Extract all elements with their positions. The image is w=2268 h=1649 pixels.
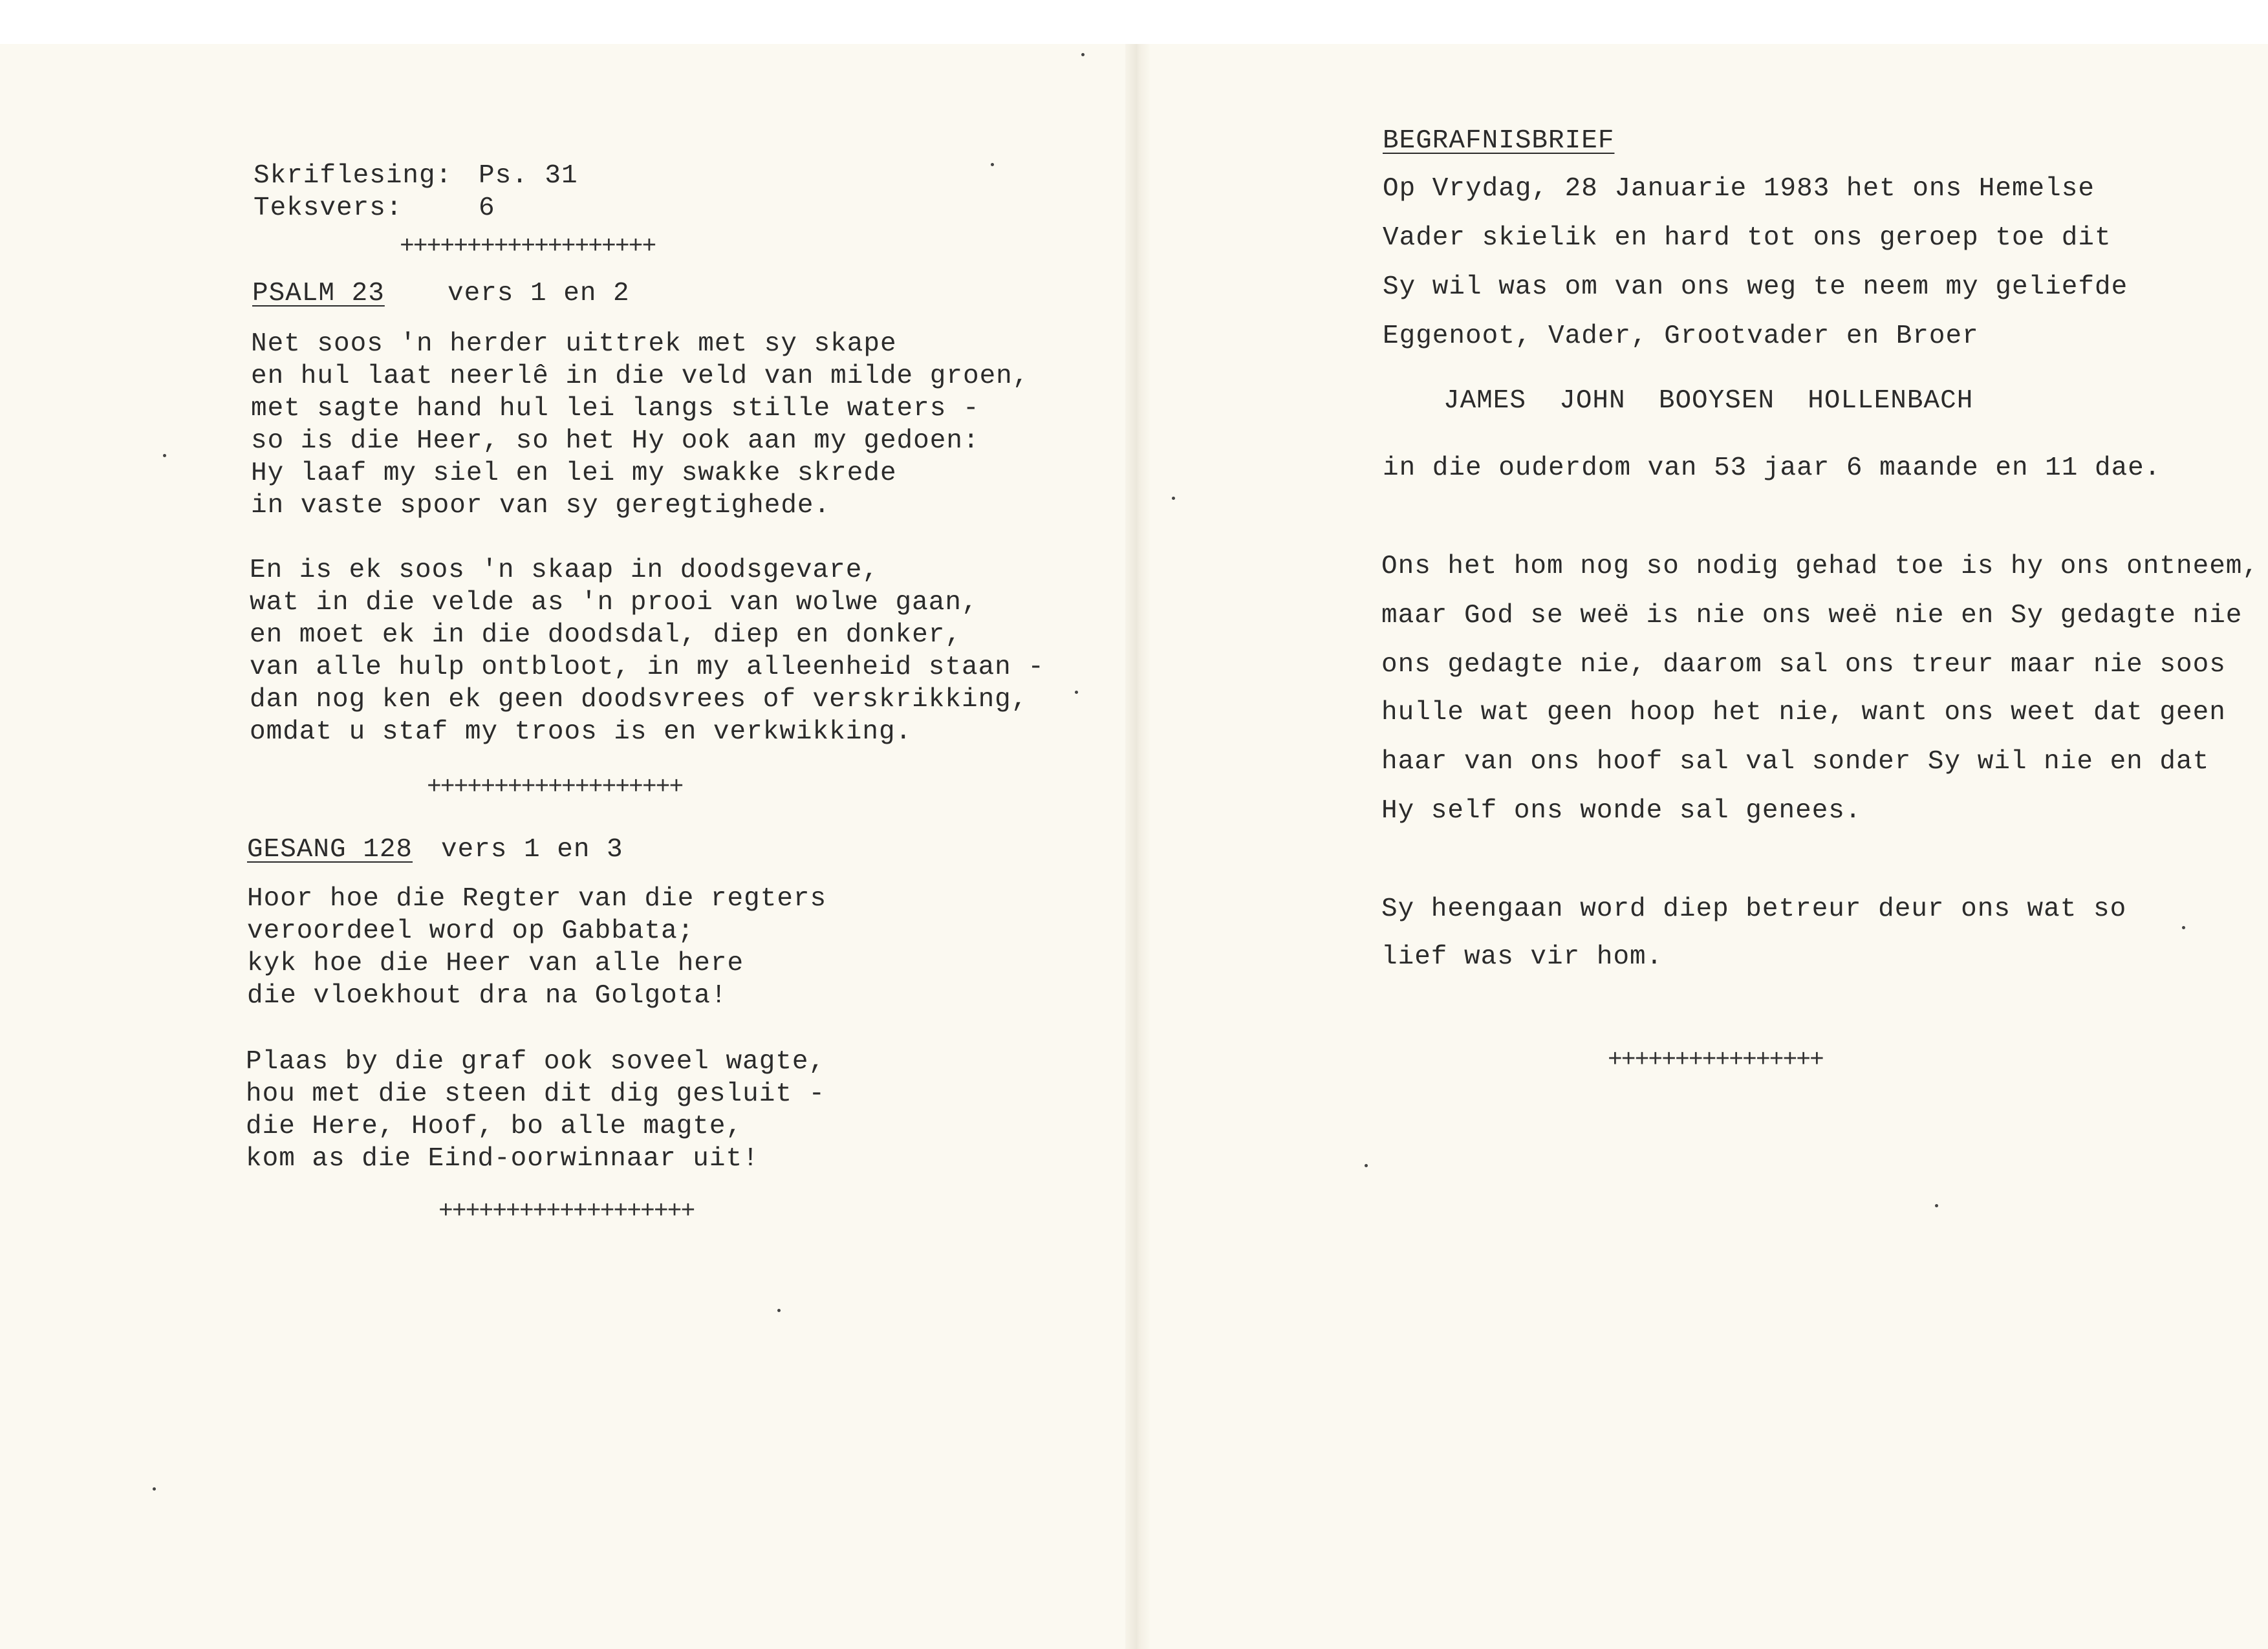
- paper-speck: [1365, 1164, 1368, 1167]
- intro-line: Vader skielik en hard tot ons geroep toe dit: [1383, 223, 2111, 253]
- reading-value: Ps. 31: [479, 161, 578, 191]
- psalm-line: Net soos 'n herder uittrek met sy skape: [251, 329, 897, 359]
- paragraph-line: ons gedagte nie, daarom sal ons treur maar nie soos: [1381, 650, 2226, 680]
- text-value: 6: [479, 193, 495, 223]
- paper-speck: [991, 163, 994, 166]
- gesang-line: kyk hoe die Heer van alle here: [247, 949, 744, 978]
- gesang-line: hou met die steen dit dig gesluit -: [246, 1079, 826, 1109]
- closing-line: Sy heengaan word diep betreur deur ons wat so: [1381, 894, 2127, 924]
- gesang-line: kom as die Eind-oorwinnaar uit!: [246, 1144, 759, 1174]
- paragraph-line: Hy self ons wonde sal genees.: [1381, 796, 1862, 826]
- separator-line: ++++++++++++++++: [1608, 1046, 1823, 1074]
- separator-line: +++++++++++++++++++: [427, 773, 683, 801]
- gesang-line: veroordeel word op Gabbata;: [247, 916, 695, 946]
- paper-speck: [2182, 926, 2185, 929]
- paper-speck: [777, 1309, 781, 1312]
- age-line: in die ouderdom van 53 jaar 6 maande en 11 dae.: [1383, 453, 2161, 483]
- paper-speck: [1172, 497, 1175, 500]
- text-label: Teksvers:: [254, 193, 403, 223]
- paragraph-line: Ons het hom nog so nodig gehad toe is hy ons ontneem,: [1381, 552, 2260, 581]
- gesang-title: GESANG 128: [247, 835, 413, 865]
- psalm-line: wat in die velde as 'n prooi van wolwe gaan,: [250, 588, 978, 618]
- paper-speck: [153, 1487, 156, 1491]
- letter-heading: BEGRAFNISBRIEF: [1383, 126, 1615, 156]
- intro-line: Eggenoot, Vader, Grootvader en Broer: [1383, 321, 1979, 351]
- reading-label: Skriflesing:: [254, 161, 453, 191]
- paragraph-line: hulle wat geen hoop het nie, want ons weet dat geen: [1381, 698, 2226, 727]
- intro-line: Sy wil was om van ons weg te neem my geliefde: [1383, 272, 2128, 302]
- paper-speck: [163, 454, 166, 457]
- psalm-line: met sagte hand hul lei langs stille waters -: [251, 394, 980, 424]
- center-fold: [1125, 44, 1150, 1649]
- psalm-line: van alle hulp ontbloot, in my alleenheid staan -: [250, 652, 1044, 682]
- paper-speck: [1075, 691, 1078, 694]
- gesang-line: die Here, Hoof, bo alle magte,: [246, 1112, 743, 1141]
- psalm-line: Hy laaf my siel en lei my swakke skrede: [251, 458, 897, 488]
- psalm-line: En is ek soos 'n skaap in doodsgevare,: [250, 555, 879, 585]
- psalm-verses: vers 1 en 2: [448, 279, 630, 308]
- closing-line: lief was vir hom.: [1381, 942, 1663, 972]
- psalm-line: so is die Heer, so het Hy ook aan my gedoen:: [251, 426, 980, 456]
- separator-line: +++++++++++++++++++: [400, 233, 656, 261]
- separator-line: +++++++++++++++++++: [438, 1198, 695, 1225]
- paper-speck: [1081, 53, 1085, 56]
- psalm-line: dan nog ken ek geen doodsvrees of verskrikking,: [250, 685, 1028, 715]
- paragraph-line: maar God se weë is nie ons weë nie en Sy gedagte nie: [1381, 601, 2243, 630]
- paper-speck: [1935, 1204, 1938, 1207]
- psalm-line: en moet ek in die doodsdal, diep en donker,: [250, 620, 962, 650]
- gesang-line: die vloekhout dra na Golgota!: [247, 981, 728, 1011]
- gesang-verses: vers 1 en 3: [441, 835, 623, 865]
- gesang-line: Hoor hoe die Regter van die regters: [247, 884, 827, 914]
- paragraph-line: haar van ons hoof sal val sonder Sy wil nie en dat: [1381, 747, 2210, 777]
- deceased-name: JAMES JOHN BOOYSEN HOLLENBACH: [1443, 386, 1974, 416]
- intro-line: Op Vrydag, 28 Januarie 1983 het ons Hemelse: [1383, 174, 2095, 204]
- psalm-line: en hul laat neerlê in die veld van milde groen,: [251, 361, 1030, 391]
- psalm-line: in vaste spoor van sy geregtighede.: [251, 491, 831, 521]
- gesang-line: Plaas by die graf ook soveel wagte,: [246, 1047, 826, 1077]
- psalm-title: PSALM 23: [252, 279, 385, 308]
- psalm-line: omdat u staf my troos is en verkwikking.: [250, 717, 913, 747]
